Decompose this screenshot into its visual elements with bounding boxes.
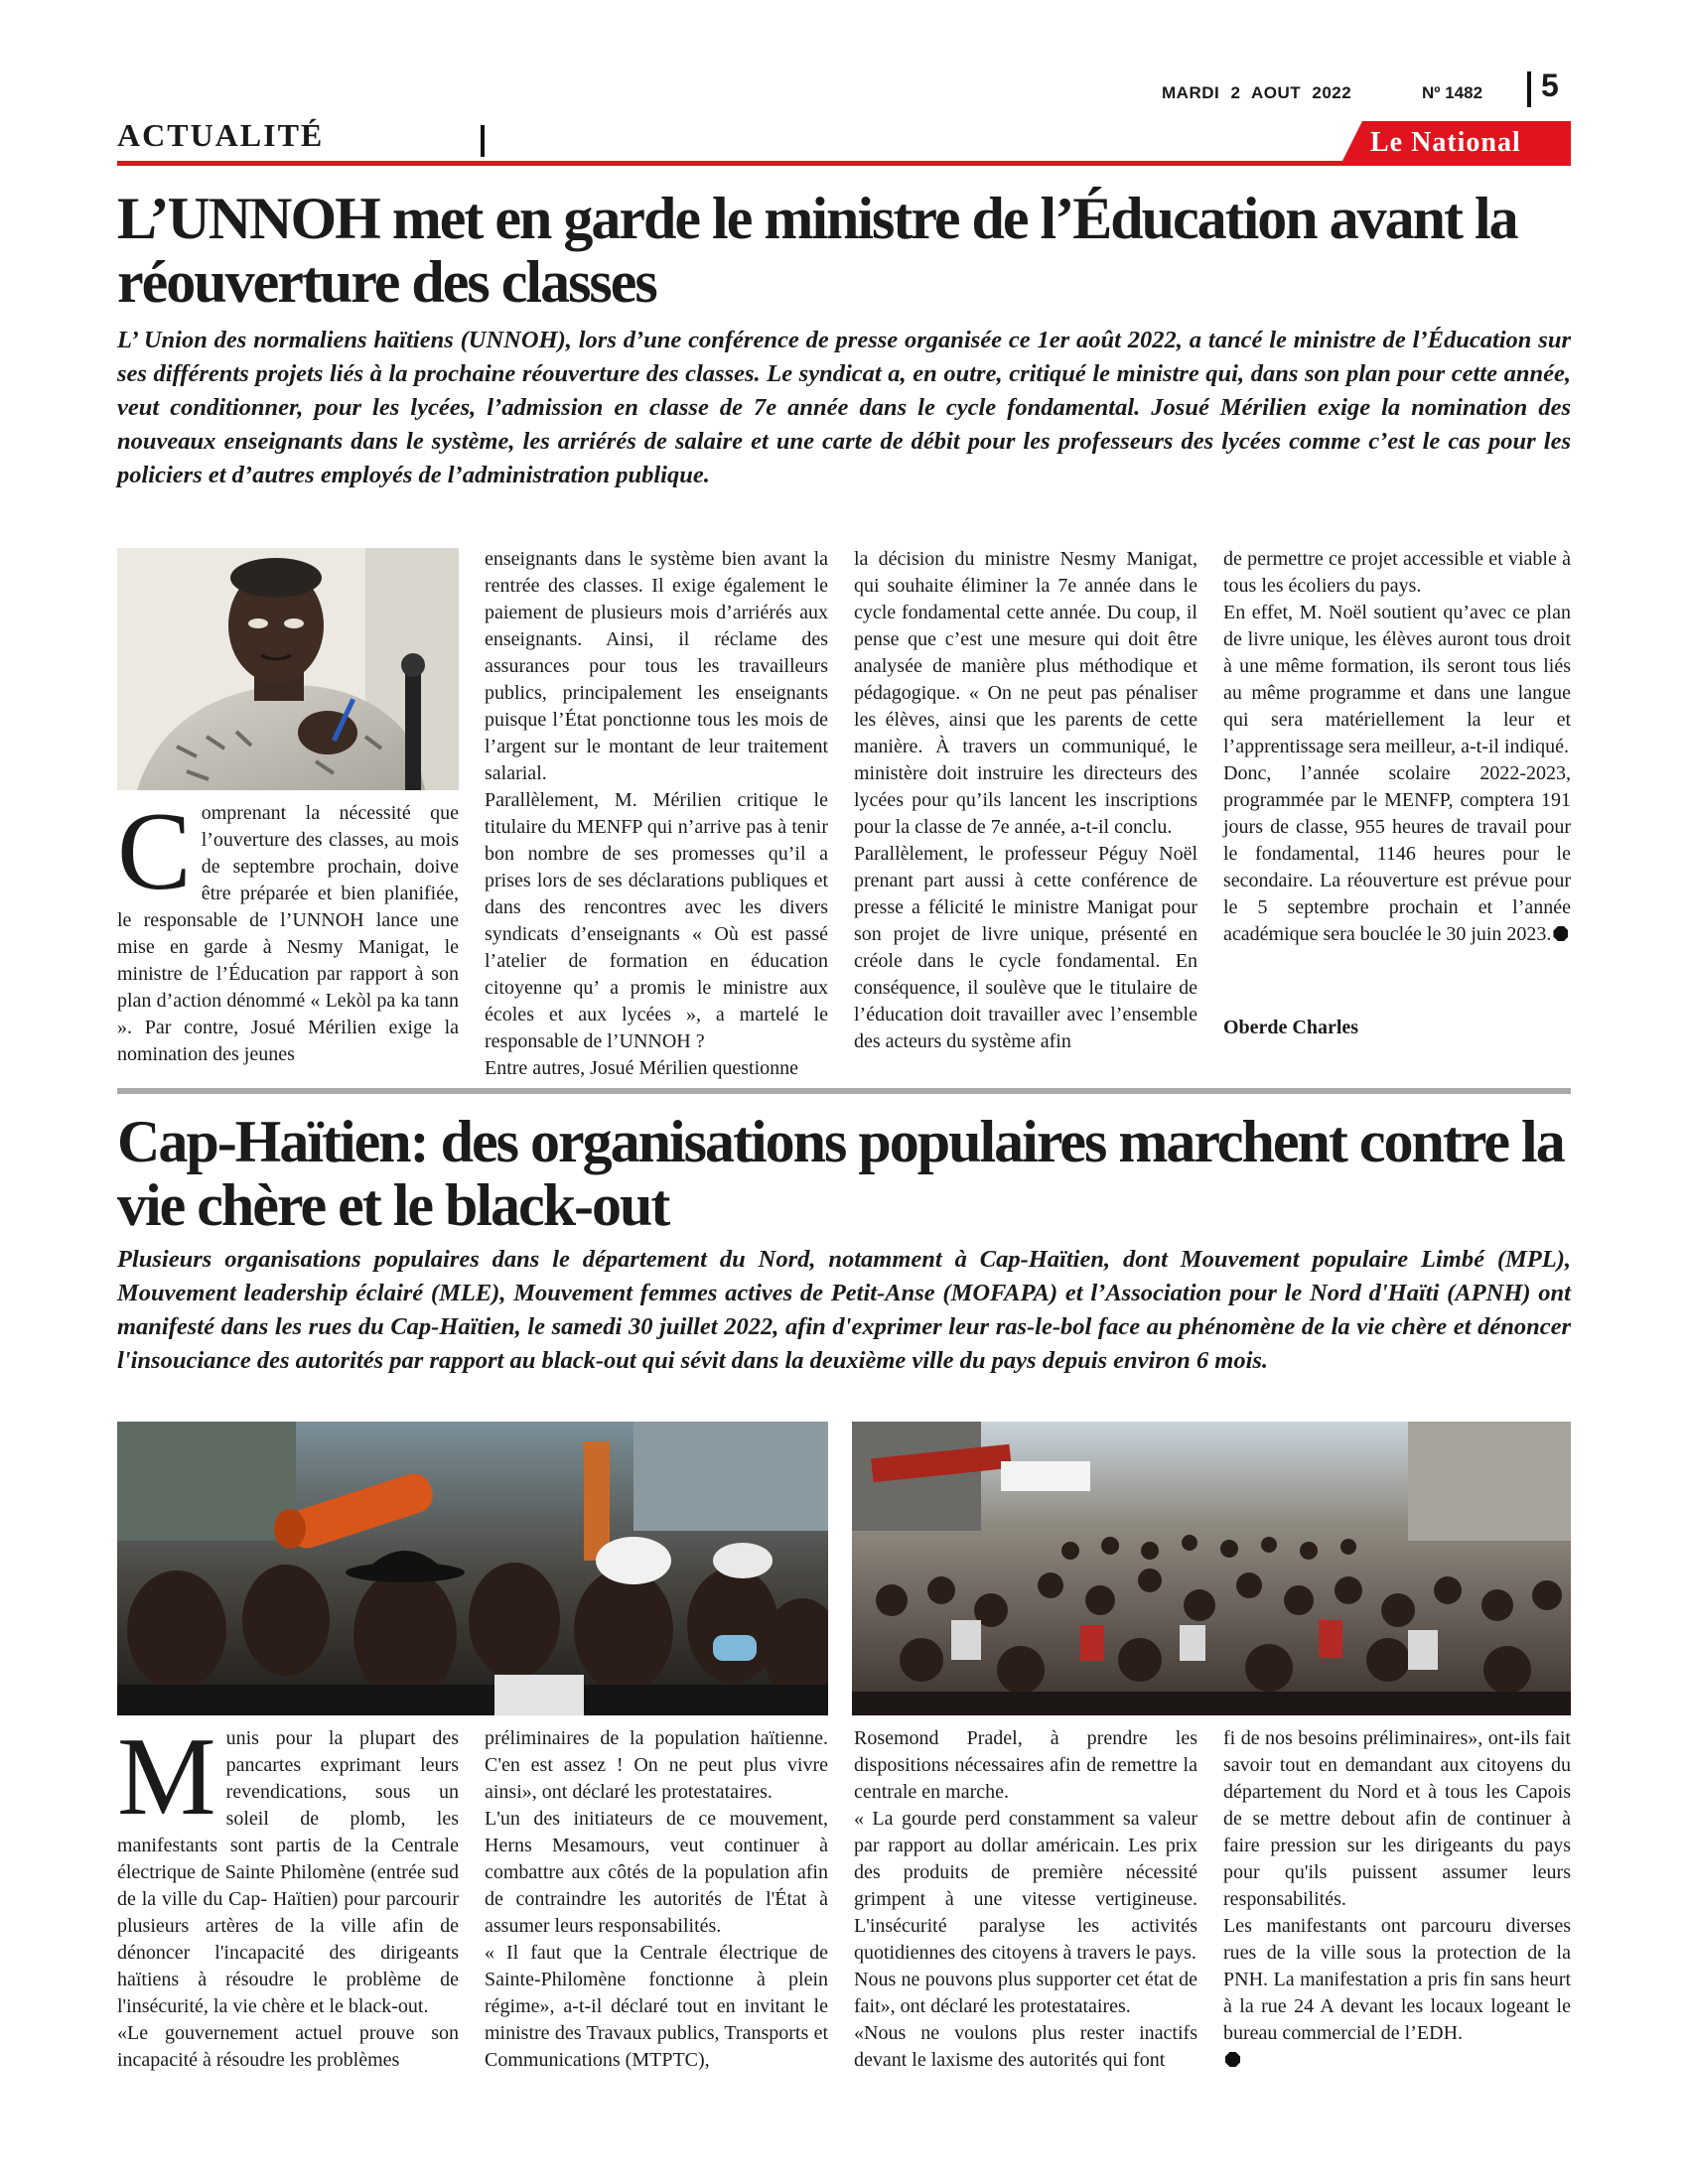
issue-number: Nº 1482 — [1422, 83, 1483, 102]
article1-col3-p2: Parallèlement, le professeur Péguy Noël prenant part aussi à cette conférence de presse a félicité le ministre Manigat pour son projet de livre unique, présenté en créole dans le cycle fondamental. En conséquence, il soulève que le titulaire de l’éducation doit travailler avec l’ensemble des acteurs du système afin — [854, 843, 1197, 1052]
article1-col4-p1: de permettre ce projet accessible et viable à tous les écoliers du pays. — [1223, 548, 1571, 597]
article1-lead: L’ Union des normaliens haïtiens (UNNOH), lors d’une conférence de presse organisée ce 1er août 2022, a tancé le ministre de l’Éducation sur ses différents projets liés à la prochaine réouverture des classes. Le syndicat a, en outre, critiqué le ministre qui, dans son plan pour cette année, veut conditionner, pour les lycées, l’admission en classe de 7e année dans le cycle fondamental. Josué Mérilien exige la nomination des nouveaux enseignants dans le système, les arriérés de salaire et une carte de débit pour les professeurs des lycées comme c’est le cas pour les policiers et d’autres employés de l’administration publique. — [117, 327, 1571, 488]
article2-column-2 — [485, 1725, 828, 2074]
article1-col2-p2: Parallèlement, M. Mérilien critique le titulaire du MENFP qui n’arrive pas à tenir bon nombre de ses promesses qu’il a prises lors de ses déclarations publiques et dans des rencontres avec les divers syndicats d’enseignants « Où est passé l’atelier de formation en éducation citoyenne qu’ a promis le ministre aux écoles et aux lycées », a martelé le responsable de l’UNNOH ? — [485, 789, 828, 1052]
crowd-closeup-illustration — [117, 1422, 828, 1715]
article2-col4-p2: Les manifestants ont parcouru diverses rues de la ville sous la protection de la PNH. La manifestation a pris fin sans heurt à la rue 24 A devant les locaux logeant le bureau commercial de l’EDH. — [1223, 1915, 1571, 2044]
article2-col3-p2: « La gourde perd constamment sa valeur par rapport au dollar américain. Les prix des produits de première nécessité grimpent à une vitesse vertigineuse. L'insécurité paralyse les activités quotidiennes des citoyens à travers le pays. — [854, 1808, 1197, 1964]
section-label: ACTUALITÉ — [117, 117, 325, 153]
article2-column-3 — [854, 1725, 1197, 2074]
article2-dropcap: M — [117, 1715, 216, 1839]
crowd-photo-street — [852, 1422, 1571, 1715]
article1-headline: L’UNNOH met en garde le ministre de l’Éducation avant la réouverture des classes — [117, 186, 1517, 315]
article1-col3-p1: la décision du ministre Nesmy Manigat, qui souhaite éliminer la 7e année dans le cycle fondamental cette année. Du coup, il pense que c’est une mesure qui doit être analysée de manière plus méthodique et pédagogique. « On ne peut pas pénaliser les élèves, ainsi que les parents de cette manière. À travers un communiqué, le ministère doit instruire les directeurs des lycées pour qu’ils lancent les inscriptions pour la classe de 7e année, a-t-il conclu. — [854, 548, 1197, 838]
page-number: 5 — [1541, 68, 1559, 103]
article2-col2-p3: « Il faut que la Centrale électrique de Sainte-Philomène fonctionne à plein régime», a-t-il déclaré tout en invitant le ministre des Travaux publics, Transports et Communications (MTPTC), — [485, 1942, 828, 2071]
article1-col4-p2: En effet, M. Noël soutient qu’avec ce plan de livre unique, les élèves auront tous droit à une même formation, ils seront tous liés au même programme et dans une langue qui sera matériellement la leur et l’apprentissage sera meilleur, a-t-il indiqué. — [1223, 602, 1571, 757]
section-divider — [481, 125, 485, 157]
article2-col1-p1: unis pour la plupart des pancartes exprimant leurs revendications, sous un soleil de plomb, les manifestants sont partis de la Centrale électrique de Sainte Philomène (entrée sud de la ville du Cap- Haïtien) pour parcourir plusieurs artères de la ville afin de dénoncer l'incapacité des dirigeants haïtiens à résoudre le problème de l'insécurité, la vie chère et le black-out. — [117, 1727, 459, 2017]
article2-col3-p4: «Nous ne voulons plus rester inactifs devant le laxisme des autorités qui font — [854, 2022, 1197, 2071]
article1-col2-p3: Entre autres, Josué Mérilien questionne — [485, 1057, 799, 1079]
issue-date: MARDI 2 AOUT 2022 — [1162, 83, 1352, 102]
article2-col2-p2: L'un des initiateurs de ce mouvement, Herns Mesamours, veut continuer à combattre aux côtés de la population afin de contraindre les autorités de l'État à assumer leurs responsabilités. — [485, 1808, 828, 1937]
page-number-divider — [1527, 71, 1531, 107]
article-divider — [117, 1088, 1571, 1094]
article2-col1-p2: «Le gouvernement actuel prouve son incapacité à résoudre les problèmes — [117, 2022, 459, 2071]
article1-col4-p3: Donc, l’année scolaire 2022-2023, programmée par le MENFP, comptera 191 jours de classe, 955 heures de travail pour le fondamental, 1146 heures pour le secondaire. La réouverture est prévue pour le 5 septembre prochain et l’année académique sera bouclée le 30 juin 2023. — [1223, 762, 1571, 945]
article1-col2-p1: enseignants dans le système bien avant la rentrée des classes. Il exige également le paiement de plusieurs mois d’arriérés aux enseignants. Ainsi, il réclame des assurances pour tous les travailleurs publics, principalement les enseignants puisque l’État ponctionne tous les mois de l’argent sur le montant de leur traitement salarial. — [485, 548, 828, 784]
article2-column-4 — [1223, 1725, 1571, 2074]
article2-col4-p1: fi de nos besoins préliminaires», ont-ils fait savoir tout en demandant aux citoyens du département du Nord et à tous les Capois de se mettre debout afin de continuer à faire pression sur les dirigeants du pays pour qu'ils puissent assumer leurs responsabilités. — [1223, 1727, 1571, 1910]
article1-byline: Oberde Charles — [1223, 1017, 1359, 1038]
header-rule — [117, 161, 1571, 166]
newspaper-name: Le National — [1370, 127, 1521, 158]
article2-headline: Cap-Haïtien: des organisations populaires marchent contre la vie chère et le black-out — [117, 1109, 1564, 1238]
article2-col3-p3: Nous ne pouvons plus supporter cet état de fait», ont déclaré les protestataires. — [854, 1969, 1197, 2017]
article1-column-2 — [485, 546, 828, 1082]
article2-col3-p1: Rosemond Pradel, à prendre les dispositions nécessaires afin de remettre la centrale en marche. — [854, 1727, 1197, 1803]
end-of-article-icon — [1553, 926, 1568, 941]
article2-col2-p1: préliminaires de la population haïtienne. C'en est assez ! On ne peut plus vivre ainsi», ont déclaré les protestataires. — [485, 1727, 828, 1803]
portrait-illustration — [117, 548, 459, 790]
article2-column-1 — [117, 1715, 459, 2074]
end-of-article-icon — [1225, 2052, 1240, 2067]
article1-column-1 — [117, 790, 459, 1068]
portrait-photo — [117, 548, 459, 790]
article2-lead: Plusieurs organisations populaires dans le département du Nord, notamment à Cap-Haïtien, dont Mouvement populaire Limbé (MPL), Mouvement leadership éclairé (MLE), Mouvement femmes actives de Petit-Anse (MOFAPA) et l’Association pour le Nord d'Haïti (APNH) ont manifesté dans les rues du Cap-Haïtien, le samedi 30 juillet 2022, afin d'exprimer leur ras-le-bol face au phénomène de la vie chère et dénoncer l'insouciance des autorités par rapport au black-out qui sévit dans la deuxième ville du pays depuis environ 6 mois. — [117, 1246, 1571, 1374]
article1-dropcap: C — [117, 790, 192, 913]
article1-column-3 — [854, 546, 1197, 1055]
crowd-street-illustration — [852, 1422, 1571, 1715]
article1-column-4 — [1223, 546, 1571, 948]
crowd-photo-closeup — [117, 1422, 828, 1715]
article1-col1-text: omprenant la nécessité que l’ouverture des classes, au mois de septembre prochain, doive être préparée et bien planifiée, le responsable de l’UNNOH lance une mise en garde à Nesmy Manigat, le ministre de l’Éducation par rapport à son plan d’action dénommé « Lekòl pa ka tann ». Par contre, Josué Mérilien exige la nomination des jeunes — [117, 802, 459, 1065]
